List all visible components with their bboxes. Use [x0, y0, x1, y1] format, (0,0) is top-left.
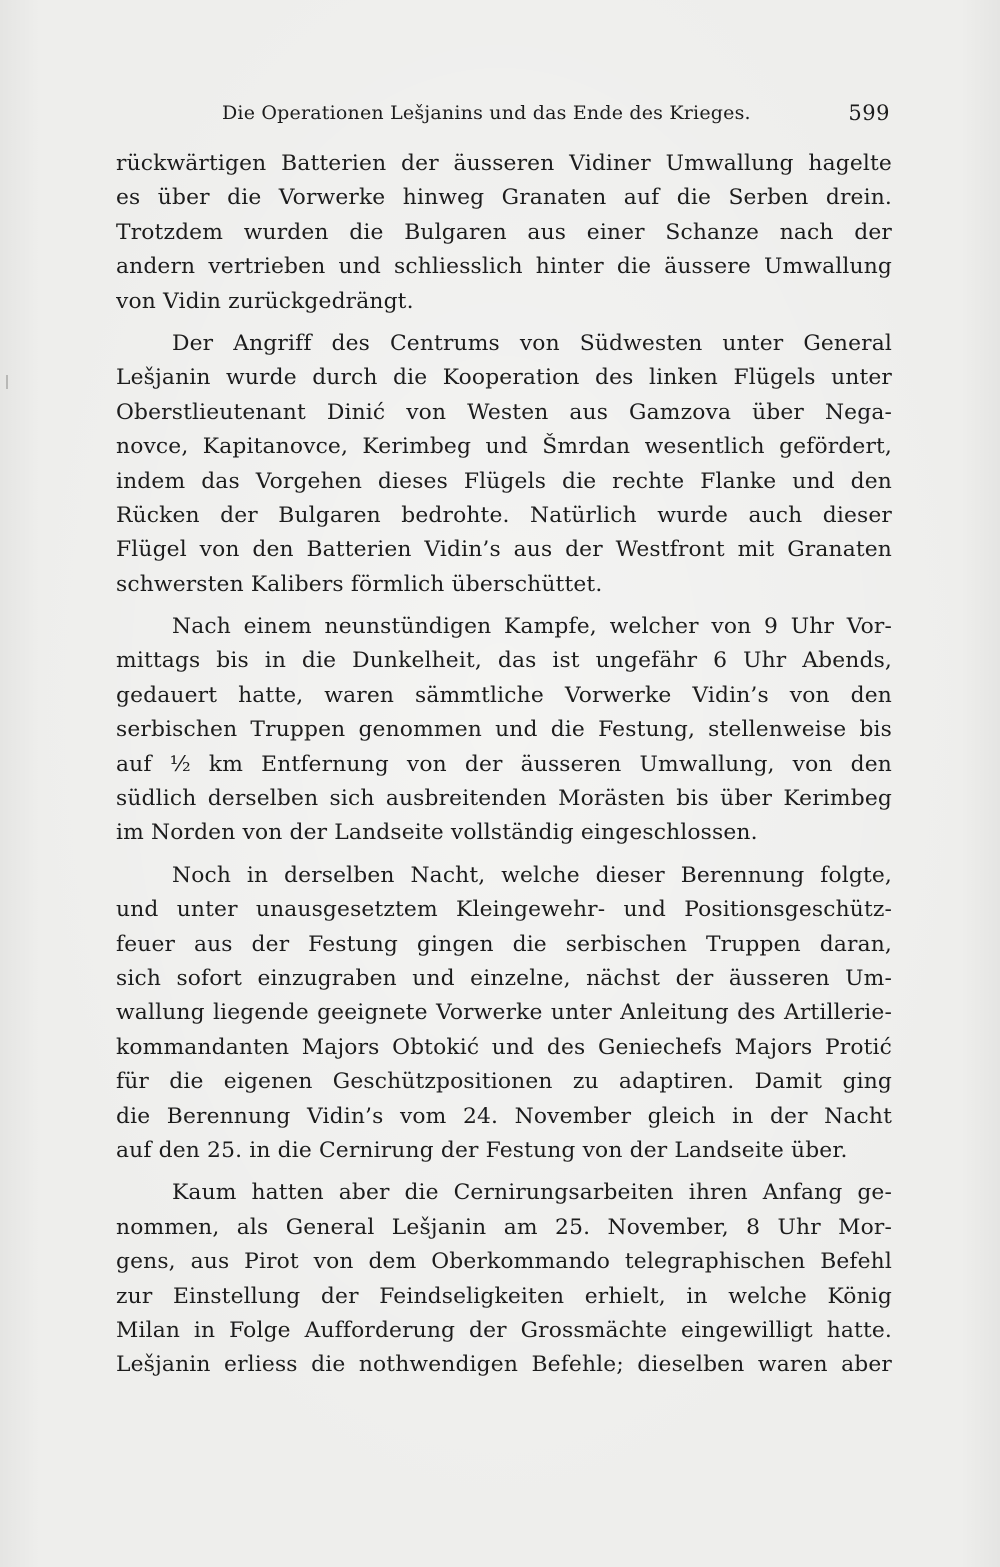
paragraph-5 [116, 1176, 892, 1382]
paragraph-4 [116, 859, 892, 1169]
text-line: die Berennung Vidin’s vom 24. November gleich in der Nacht [116, 1103, 892, 1129]
text-line: und unter unausgesetztem Kleingewehr- und Positionsgeschütz- [116, 897, 892, 923]
text-line: gens, aus Pirot von dem Oberkommando telegraphischen Befehl [116, 1249, 892, 1275]
text-line: Milan in Folge Aufforderung der Grossmächte eingewilligt hatte. [116, 1317, 892, 1343]
text-line: auf den 25. in die Cernirung der Festung von der Landseite über. [116, 1137, 848, 1163]
paragraph-1 [116, 147, 892, 319]
text-line: wallung liegende geeignete Vorwerke unter Anleitung des Artillerie- [116, 1000, 892, 1026]
text-line: es über die Vorwerke hinweg Granaten auf die Serben drein. [116, 185, 892, 211]
text-line: sich sofort einzugraben und einzelne, nächst der äusseren Um- [116, 965, 892, 991]
page-number: 599 [848, 101, 890, 125]
text-line: für die eigenen Geschützpositionen zu adaptiren. Damit ging [116, 1069, 892, 1095]
text-line: gedauert hatte, waren sämmtliche Vorwerke Vidin’s von den [116, 682, 892, 708]
text-line: andern vertrieben und schliesslich hinter die äussere Umwallung [116, 254, 892, 280]
text-line: Oberstlieutenant Dinić von Westen aus Gamzova über Nega- [116, 399, 892, 425]
body-text [116, 147, 892, 1391]
paragraph-2 [116, 327, 892, 602]
text-line: serbischen Truppen genommen und die Festung, stellenweise bis [116, 717, 892, 743]
running-header-title: Die Operationen Lešjanins und das Ende des Krieges. [222, 102, 751, 124]
running-header [222, 97, 892, 129]
text-line: Kaum hatten aber die Cernirungsarbeiten ihren Anfang ge- [172, 1180, 892, 1206]
text-line: zur Einstellung der Feindseligkeiten erhielt, in welche König [116, 1283, 892, 1309]
text-line: im Norden von der Landseite vollständig eingeschlossen. [116, 820, 758, 846]
text-line: Lešjanin erliess die nothwendigen Befehle; dieselben waren aber [116, 1352, 892, 1378]
text-line: südlich derselben sich ausbreitenden Morästen bis über Kerimbeg [116, 786, 892, 812]
text-line: von Vidin zurückgedrängt. [116, 288, 414, 314]
text-line: Nach einem neunstündigen Kampfe, welcher von 9 Uhr Vor- [172, 614, 892, 640]
text-line: Noch in derselben Nacht, welche dieser Berennung folgte, [172, 862, 892, 888]
text-line: Flügel von den Batterien Vidin’s aus der Westfront mit Granaten [116, 537, 892, 563]
text-line: indem das Vorgehen dieses Flügels die rechte Flanke und den [116, 468, 892, 494]
text-line: Der Angriff des Centrums von Südwesten unter General [172, 330, 892, 356]
text-line: Rücken der Bulgaren bedrohte. Natürlich wurde auch dieser [116, 502, 892, 528]
text-line: kommandanten Majors Obtokić und des Geniechefs Majors Protić [116, 1034, 892, 1060]
text-line: mittags bis in die Dunkelheit, das ist ungefähr 6 Uhr Abends, [116, 648, 892, 674]
text-line: nommen, als General Lešjanin am 25. November, 8 Uhr Mor- [116, 1214, 892, 1240]
text-line: novce, Kapitanovce, Kerimbeg und Šmrdan wesentlich gefördert, [116, 434, 892, 460]
text-line: feuer aus der Festung gingen die serbischen Truppen daran, [116, 931, 892, 957]
margin-mark [6, 375, 8, 389]
text-line: rückwärtigen Batterien der äusseren Vidiner Umwallung hagelte [116, 151, 892, 176]
text-line: schwersten Kalibers förmlich überschüttet. [116, 571, 603, 597]
paragraph-3 [116, 610, 892, 851]
text-line: auf ½ km Entfernung von der äusseren Umwallung, von den [116, 751, 892, 777]
text-line: Trotzdem wurden die Bulgaren aus einer Schanze nach der [116, 219, 892, 245]
text-line: Lešjanin wurde durch die Kooperation des linken Flügels unter [116, 365, 892, 391]
